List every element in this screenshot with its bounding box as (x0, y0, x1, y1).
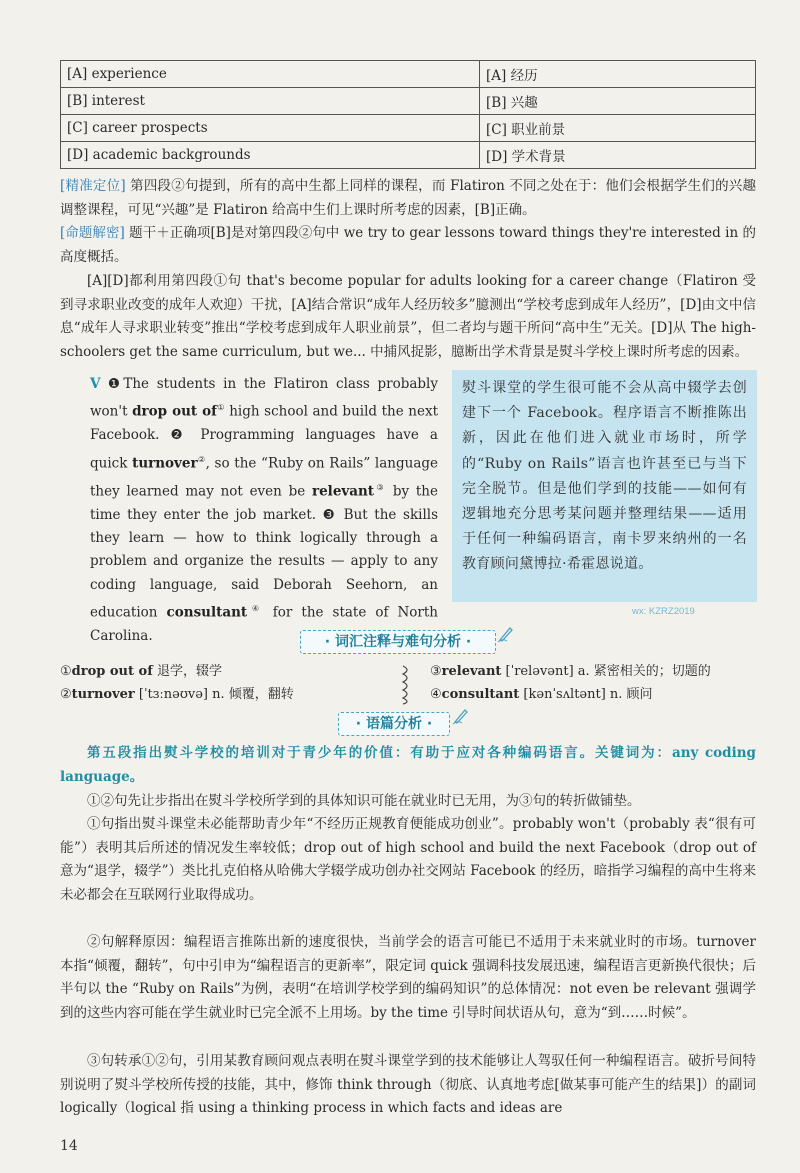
vocab-title-text: · 词汇注释与难句分析 · (324, 634, 472, 650)
vocab-num: ④ (430, 687, 442, 702)
pen-icon (497, 625, 515, 643)
locate-label: [精准定位] (60, 178, 126, 194)
discourse-p2: ①句指出熨斗课堂未必能帮助青少年“不经历正规教育便能成功创业”。probably won't（probably 表“很有可能”）表明其后所述的情况发生率较低；drop out of high school and build the next Facebook（drop out of 意为“退学，辍学”）类比扎克伯格从哈佛大学辍学成功创办社交网站 Facebook 的经历，暗指学习编程的高中生将来未必都会在互联网行业取得成功。 (60, 816, 756, 903)
page-number: 14 (60, 1138, 78, 1154)
term-relevant: relevant (311, 483, 375, 500)
discourse-p4: ③句转承①②句，引用某教育顾问观点表明在熨斗课堂学到的技术能够让人驾驭任何一种编程语言。破折号间特别说明了熨斗学校所传授的技能，其中，修饰 think through（彻底、认真地考虑[做某事可能产生的结果]）的副词 logically（logical 指 using a thinking process in which facts and ideas are (60, 1053, 756, 1117)
option-cn: [D] 学术背景 (480, 142, 756, 169)
sentence-3-rest: for the state of North Carolina. (90, 604, 439, 645)
vocab-num: ② (60, 687, 72, 702)
sentence-2-rest: , so the “Ruby on Rails” language they learned may not even be (90, 455, 439, 500)
term-drop-out-of: drop out of (132, 403, 217, 420)
vocab-section-title (300, 630, 496, 654)
pen-icon (452, 707, 470, 725)
ref-2: ② (197, 454, 206, 464)
paragraph-mark: V (90, 376, 101, 392)
sentence-3-text: But the skills they learn — how to think logically through a problem and organize the results — apply to any coding language, said Deborah Seehorn, an education (90, 506, 439, 621)
excerpt-english (90, 373, 438, 648)
vocab-item-1 (60, 661, 222, 683)
vocab-item-2 (60, 684, 294, 706)
sentence-number-2: ❷ (170, 427, 190, 444)
term-turnover: turnover (132, 455, 198, 472)
decode-text: 题干＋正确项[B]是对第四段②句中 we try to gear lessons toward things they're interested in 的高度概括。 (60, 225, 756, 265)
option-cn: [B] 兴趣 (480, 88, 756, 115)
watermark: wx: KZRZ2019 (632, 606, 695, 617)
discourse-title-text: · 语篇分析 · (355, 716, 433, 732)
ref-4: ④ (247, 604, 264, 614)
discourse-section-title (338, 712, 450, 736)
sentence-number-3: ❸ (322, 506, 338, 523)
vocab-def: [ˈtɜːnəʊvə] n. 倾覆，翻转 (134, 687, 294, 702)
ref-1: ① (216, 403, 225, 413)
sentence-number-1: ❶ (104, 376, 124, 392)
vocab-item-3 (430, 661, 711, 683)
discourse-p3: ②句解释原因：编程语言推陈出新的速度很快，当前学会的语言可能已不适用于未来就业时的市场。turnover 本指“倾覆，翻转”，句中引申为“编程语言的更新率”，限定词 quick 强调科技发展迅速，编程语言更新换代很快；后半句以 the “Ruby on Rails”为例，表明“在培训学校学到的编码知识”的总体情况：not even be relevant 强调学到的这些内容可能在学生就业时已完全派不上用场。by the time 引导时间状语从句，意为“到……时候”。 (60, 934, 756, 1021)
vocab-item-4 (430, 684, 653, 706)
vocab-def: 退学，辍学 (152, 664, 222, 679)
vocab-word: turnover (71, 687, 135, 702)
options-table (60, 60, 756, 169)
discourse-p1: ①②句先让步指出在熨斗学校所学到的具体知识可能在就业时已无用，为③句的转折做铺垫。 (87, 793, 641, 809)
vocab-def: [ˈreləvənt] a. 紧密相关的；切题的 (501, 664, 711, 679)
option-en: [C] career prospects (61, 115, 480, 142)
option-row (61, 88, 756, 115)
sentence-2-end: by the time they enter the job market. (90, 483, 438, 523)
locate-text: 第四段②句提到，所有的高中生都上同样的课程，而 Flatiron 不同之处在于：他们会根据学生们的兴趣调整课程，可见“兴趣”是 Flatiron 给高中生们上课时所考虑的因素，[B]正确。 (60, 178, 757, 218)
translation-text: 熨斗课堂的学生很可能不会从高中辍学去创建下一个 Facebook。程序语言不断推陈出新，因此在他们进入就业市场时，所学的“Ruby on Rails”语言也许甚至已与当下完全脱节。但是他们学到的技能——如何有逻辑地充分思考某问题并整理结果——适用于任何一种编码语言，南卡罗来纳州的一名教育顾问黛博拉·希霍恩说道。 (462, 380, 747, 573)
vocab-num: ③ (430, 664, 442, 679)
distractor-paragraph: [A][D]都利用第四段①句 that's become popular for adults looking for a career change（Flatiron 受到寻求职业改变的成年人欢迎）干扰，[A]结合常识“成年人经历较多”臆测出“学校考虑到成年人经历”，[D]由文中信息“成年人寻求职业转变”推出“学校考虑到成年人职业前景”，但二者均与题干所问“高中生”无关。[D]从 The high-schoolers get the same curriculum, but we... 中捕风捉影，臆断出学术背景是熨斗学校上课时所考虑的因素。 (60, 273, 756, 360)
option-row (61, 115, 756, 142)
locate-paragraph (60, 175, 756, 222)
discourse-summary: 第五段指出熨斗学校的培训对于青少年的价值：有助于应对各种编码语言。关键词为：any coding language。 (60, 745, 756, 785)
sentence-2-text: Programming languages have a quick (90, 427, 438, 472)
decode-label: [命题解密] (60, 225, 125, 241)
vocab-word: relevant (441, 664, 502, 679)
vocab-word: consultant (441, 687, 520, 702)
option-en: [B] interest (61, 88, 480, 115)
sentence-1-rest: high school and build the next Facebook. (90, 403, 439, 444)
binding-spiral-icon (400, 662, 414, 706)
vocab-word: drop out of (71, 664, 153, 679)
ref-3: ③ (374, 482, 387, 492)
option-cn: [A] 经历 (480, 61, 756, 88)
translation-box (452, 370, 757, 602)
decode-paragraph (60, 222, 756, 269)
option-cn: [C] 职业前景 (480, 115, 756, 142)
sentence-1-text: The students in the Flatiron class probably won't (90, 376, 438, 420)
option-row (61, 61, 756, 88)
vocab-num: ① (60, 664, 72, 679)
option-en: [A] experience (61, 61, 480, 88)
term-consultant: consultant (166, 604, 248, 621)
option-row (61, 142, 756, 169)
vocab-def: [kənˈsʌltənt] n. 顾问 (519, 687, 653, 702)
option-en: [D] academic backgrounds (61, 142, 480, 169)
